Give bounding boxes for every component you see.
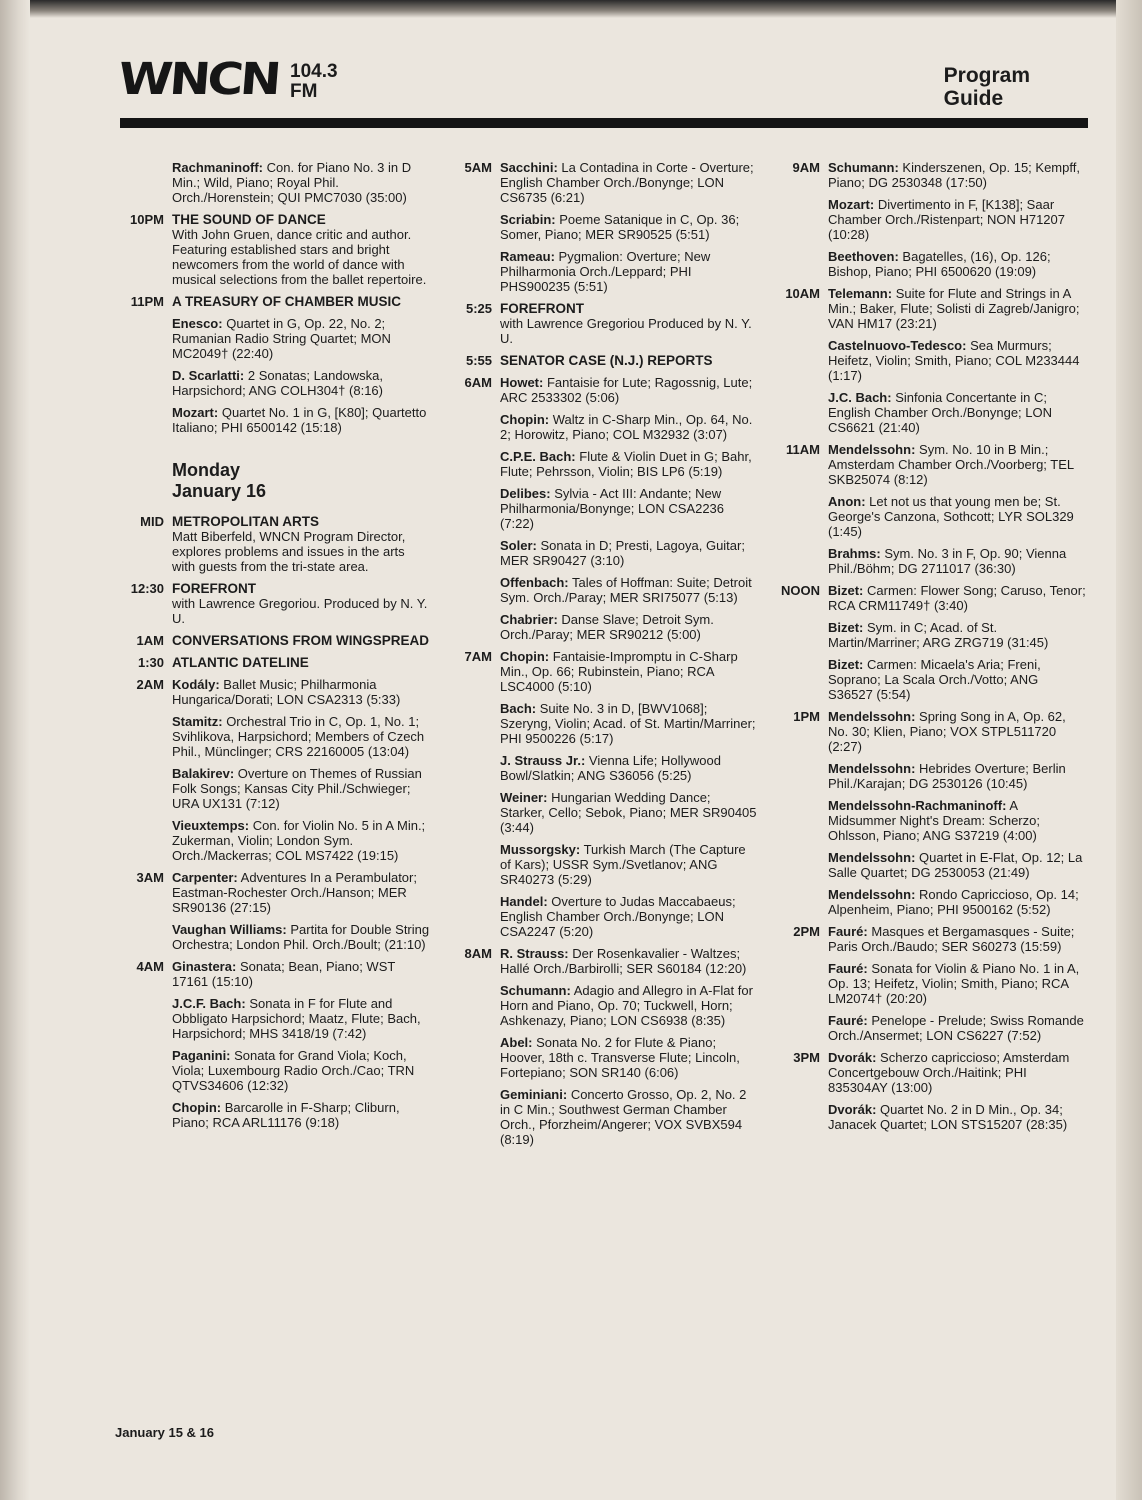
music-listing (500, 612, 758, 642)
slot-time: 11PM (130, 294, 164, 309)
time-slot (436, 375, 758, 649)
composer-name: Handel: (500, 894, 548, 909)
work-details: Hungarian Wedding Dance; Starker, Cello; Sebok, Piano; MER SR90405 (3:44) (500, 790, 757, 835)
time-slot (436, 353, 758, 375)
time-slot (764, 924, 1086, 1050)
work-details: Partita for Double String Orchestra; London Phil. Orch./Boult; (21:10) (172, 922, 430, 952)
music-listing (828, 442, 1086, 487)
work-details: Rondo Capriccioso, Op. 14; Alpenheim, Piano; PHI 9500162 (5:52) (828, 887, 1079, 917)
slot-time: 1:30 (137, 655, 164, 670)
day-heading-weekday: Monday (172, 460, 241, 480)
time-slot (108, 212, 430, 294)
composer-name: Castelnuovo-Tedesco: (828, 338, 967, 353)
program-show (172, 514, 430, 574)
work-details: Adagio and Allegro in A-Flat for Horn and Piano, Op. 70; Tuckwell, Horn; Ashkenazy, Piano; LON CS6938 (8:35) (500, 983, 753, 1028)
composer-name: Delibes: (500, 486, 551, 501)
music-listing (172, 870, 430, 915)
music-listing (500, 894, 758, 939)
music-listing (828, 494, 1086, 539)
slot-time: 2AM (136, 677, 164, 692)
time-slot (108, 160, 430, 212)
composer-name: Enesco: (172, 316, 223, 331)
music-listing (828, 338, 1086, 383)
slot-time: 8AM (464, 946, 492, 961)
composer-name: Fauré: (828, 961, 868, 976)
slot-listings (500, 946, 758, 1154)
work-details: 2 Sonatas; Landowska, Harpsichord; ANG COLH304† (8:16) (172, 368, 384, 398)
work-details: Fantaisie-Impromptu in C-Sharp Min., Op. 66; Rubinstein, Piano; RCA LSC4000 (5:10) (500, 649, 738, 694)
program-description: With John Gruen, dance critic and author. Featuring established stars and bright newcomers from the world of dance with musical selections from the ballet repertoire. (172, 227, 427, 287)
masthead-rule (120, 118, 1088, 128)
composer-name: Soler: (500, 538, 537, 553)
work-details: Sonata for Violin & Piano No. 1 in A, Op. 13; Heifetz, Violin; Smith, Piano; RCA LM2074† (20:20) (828, 961, 1080, 1006)
music-listing (172, 996, 430, 1041)
time-slot (436, 160, 758, 301)
time-slot (108, 633, 430, 655)
music-listing (172, 160, 430, 205)
music-listing (828, 657, 1086, 702)
slot-listings (172, 212, 430, 294)
work-details: Quartet No. 1 in G, [K80]; Quartetto Italiano; PHI 6500142 (15:18) (172, 405, 427, 435)
composer-name: Offenbach: (500, 575, 569, 590)
work-details: Kinderszenen, Op. 15; Kempff, Piano; DG 2530348 (17:50) (828, 160, 1080, 190)
slot-listings (500, 301, 758, 353)
music-listing (500, 753, 758, 783)
work-details: Fantaisie for Lute; Ragossnig, Lute; ARC 2533302 (5:06) (500, 375, 753, 405)
slot-time: 7AM (464, 649, 492, 664)
composer-name: Chabrier: (500, 612, 558, 627)
music-listing (500, 842, 758, 887)
composer-name: Chopin: (500, 412, 550, 427)
composer-name: J. Strauss Jr.: (500, 753, 586, 768)
music-listing (828, 961, 1086, 1006)
music-listing (172, 405, 430, 435)
composer-name: Kodály: (172, 677, 220, 692)
program-show (172, 294, 430, 309)
day-heading-date: January 16 (172, 481, 267, 501)
slot-time: 5:55 (465, 353, 492, 368)
music-listing (172, 818, 430, 863)
slot-listings (500, 160, 758, 301)
music-listing (828, 286, 1086, 331)
music-listing (500, 1087, 758, 1147)
work-details: A Midsummer Night's Dream: Scherzo; Ohlsson, Piano; ANG S37219 (4:00) (828, 798, 1040, 843)
music-listing (828, 924, 1086, 954)
work-details: Sonata No. 2 for Flute & Piano; Hoover, 18th c. Transverse Flute; Lincoln, Fortepiano; SON SR140 (6:06) (500, 1035, 740, 1080)
work-details: Suite No. 3 in D, [BWV1068]; Szeryng, Violin; Acad. of St. Martin/Marriner; PHI 9500226 (5:17) (500, 701, 756, 746)
work-details: Concerto Grosso, Op. 2, No. 2 in C Min.; Southwest German Chamber Orch., Pforzheim/Angerer; VOX SVBX594 (8:19) (500, 1087, 747, 1147)
music-listing (500, 449, 758, 479)
music-listing (500, 249, 758, 294)
slot-time: 3PM (793, 1050, 820, 1065)
work-details: Waltz in C-Sharp Min., Op. 64, No. 2; Horowitz, Piano; COL M32932 (3:07) (500, 412, 753, 442)
work-details: Sonata in F for Flute and Obbligato Harpsichord; Maatz, Flute; Bach, Harpsichord; MHS 3418/19 (7:42) (172, 996, 421, 1041)
slot-listings (172, 514, 430, 581)
work-details: Carmen: Micaela's Aria; Freni, Soprano; La Scala Orch./Votto; ANG S36527 (5:54) (828, 657, 1041, 702)
music-listing (828, 249, 1086, 279)
composer-name: Carpenter: (172, 870, 238, 885)
page-top-edge (0, 0, 1142, 18)
composer-name: Beethoven: (828, 249, 899, 264)
program-show (500, 301, 758, 346)
music-listing (500, 412, 758, 442)
music-listing (828, 761, 1086, 791)
music-listing (500, 983, 758, 1028)
work-details: Penelope - Prelude; Swiss Romande Orch./Ansermet; LON CS6227 (7:52) (828, 1013, 1084, 1043)
composer-name: Dvorák: (828, 1102, 877, 1117)
page-binding-shadow (0, 0, 30, 1500)
slot-listings (828, 709, 1086, 924)
music-listing (172, 766, 430, 811)
music-listing (500, 212, 758, 242)
work-details: Sea Murmurs; Heifetz, Violin; Smith, Piano; COL M233444 (1:17) (828, 338, 1080, 383)
music-listing (500, 538, 758, 568)
composer-name: Mozart: (172, 405, 219, 420)
frequency-band: FM (290, 81, 318, 102)
slot-listings (828, 1050, 1086, 1139)
slot-time: 11AM (786, 442, 820, 457)
slot-listings (172, 870, 430, 959)
composer-name: Mendelssohn: (828, 442, 916, 457)
slot-time: 12:30 (130, 581, 164, 596)
slot-time: 9AM (792, 160, 820, 175)
music-listing (500, 160, 758, 205)
music-listing (828, 1050, 1086, 1095)
slot-time: 10PM (130, 212, 164, 227)
composer-name: Mendelssohn: (828, 887, 916, 902)
slot-listings (500, 375, 758, 649)
work-details: Barcarolle in F-Sharp; Cliburn, Piano; RCA ARL11176 (9:18) (172, 1100, 400, 1130)
composer-name: Mendelssohn: (828, 709, 916, 724)
work-details: Adventures In a Perambulator; Eastman-Rochester Orch./Hanson; MER SR90136 (27:15) (172, 870, 417, 915)
composer-name: J.C. Bach: (828, 390, 892, 405)
composer-name: Geminiani: (500, 1087, 568, 1102)
slot-listings (828, 160, 1086, 286)
music-listing (828, 197, 1086, 242)
work-details: Scherzo capriccioso; Amsterdam Concertgebouw Orch./Haitink; PHI 835304AY (13:00) (828, 1050, 1070, 1095)
work-details: Con. for Violin No. 5 in A Min.; Zukerman, Violin; London Sym. Orch./Mackerras; COL MS7422 (19:15) (172, 818, 426, 863)
composer-name: Chopin: (500, 649, 550, 664)
composer-name: Balakirev: (172, 766, 235, 781)
music-listing (172, 368, 430, 398)
music-listing (500, 1035, 758, 1080)
music-listing (828, 850, 1086, 880)
day-heading (172, 460, 430, 502)
schedule-column-1 (108, 160, 430, 1137)
composer-name: Mendelssohn: (828, 850, 916, 865)
time-slot (764, 583, 1086, 709)
program-title: A TREASURY OF CHAMBER MUSIC (172, 294, 402, 309)
composer-name: Telemann: (828, 286, 893, 301)
program-description: with Lawrence Gregoriou Produced by N. Y. U. (500, 316, 752, 346)
work-details: Tales of Hoffman: Suite; Detroit Sym. Orch./Paray; MER SRI75077 (5:13) (500, 575, 752, 605)
music-listing (828, 620, 1086, 650)
work-details: Let not us that young men be; St. George's Canzona, Sothcott; LYR SOL329 (1:45) (828, 494, 1074, 539)
composer-name: C.P.E. Bach: (500, 449, 576, 464)
composer-name: Sacchini: (500, 160, 558, 175)
slot-listings (172, 959, 430, 1137)
composer-name: Ginastera: (172, 959, 237, 974)
composer-name: Mussorgsky: (500, 842, 581, 857)
work-details: Sonata in D; Presti, Lagoya, Guitar; MER SR90427 (3:10) (500, 538, 745, 568)
composer-name: Fauré: (828, 1013, 868, 1028)
slot-time: 1AM (136, 633, 164, 648)
work-details: Bagatelles, (16), Op. 126; Bishop, Piano; PHI 6500620 (19:09) (828, 249, 1051, 279)
slot-listings (172, 294, 430, 442)
composer-name: Bizet: (828, 657, 864, 672)
slot-listings (172, 160, 430, 212)
composer-name: Abel: (500, 1035, 533, 1050)
time-slot (436, 649, 758, 946)
program-title: CONVERSATIONS FROM WINGSPREAD (172, 633, 430, 648)
music-listing (172, 959, 430, 989)
composer-name: Fauré: (828, 924, 868, 939)
composer-name: Dvorák: (828, 1050, 877, 1065)
work-details: Turkish March (The Capture of Kars); USSR Sym./Svetlanov; ANG SR40273 (5:29) (500, 842, 746, 887)
slot-listings (828, 924, 1086, 1050)
time-slot (108, 514, 430, 581)
composer-name: Vieuxtemps: (172, 818, 250, 833)
slot-time: 10AM (785, 286, 820, 301)
composer-name: Brahms: (828, 546, 881, 561)
slot-time: 3AM (136, 870, 164, 885)
time-slot (436, 946, 758, 1154)
composer-name: Mendelssohn: (828, 761, 916, 776)
slot-listings (172, 677, 430, 870)
music-listing (828, 709, 1086, 754)
work-details: Flute & Violin Duet in G; Bahr, Flute; Pehrsson, Violin; BIS LP6 (5:19) (500, 449, 752, 479)
music-listing (172, 1048, 430, 1093)
work-details: Vienna Life; Hollywood Bowl/Slatkin; ANG S36056 (5:25) (500, 753, 721, 783)
composer-name: Paganini: (172, 1048, 231, 1063)
work-details: Der Rosenkavalier - Waltzes; Hallé Orch./Barbirolli; SER S60184 (12:20) (500, 946, 747, 976)
composer-name: Weiner: (500, 790, 548, 805)
music-listing (500, 649, 758, 694)
work-details: Sylvia - Act III: Andante; New Philharmonia/Bonynge; LON CSA2236 (7:22) (500, 486, 725, 531)
schedule-column-3 (764, 160, 1086, 1139)
music-listing (172, 922, 430, 952)
composer-name: Anon: (828, 494, 866, 509)
work-details: Quartet in E-Flat, Op. 12; La Salle Quartet; DG 2530053 (21:49) (828, 850, 1083, 880)
time-slot (764, 442, 1086, 583)
composer-name: Bizet: (828, 620, 864, 635)
slot-listings (500, 353, 758, 375)
work-details: Sym. in C; Acad. of St. Martin/Marriner; ARG ZRG719 (31:45) (828, 620, 1049, 650)
program-show (172, 212, 430, 287)
work-details: Carmen: Flower Song; Caruso, Tenor; RCA CRM11749† (3:40) (828, 583, 1086, 613)
time-slot (108, 294, 430, 442)
program-title: ATLANTIC DATELINE (172, 655, 309, 670)
page-title-line2: Guide (943, 87, 1004, 110)
music-listing (172, 316, 430, 361)
schedule-column-2 (436, 160, 758, 1154)
program-title: FOREFRONT (172, 581, 256, 596)
composer-name: Bizet: (828, 583, 864, 598)
composer-name: D. Scarlatti: (172, 368, 245, 383)
work-details: Poeme Satanique in C, Op. 36; Somer, Piano; MER SR90525 (5:51) (500, 212, 740, 242)
time-slot (108, 959, 430, 1137)
composer-name: Scriabin: (500, 212, 556, 227)
work-details: Con. for Piano No. 3 in D Min.; Wild, Piano; Royal Phil. Orch./Horenstein; QUI PMC7030 (35:00) (172, 160, 412, 205)
work-details: Quartet No. 2 in D Min., Op. 34; Janacek Quartet; LON STS15207 (28:35) (828, 1102, 1068, 1132)
time-slot (108, 677, 430, 870)
music-listing (500, 486, 758, 531)
work-details: La Contadina in Corte - Overture; English Chamber Orch./Bonynge; LON CS6735 (6:21) (500, 160, 754, 205)
slot-time: 5AM (464, 160, 492, 175)
station-frequency (290, 62, 338, 102)
composer-name: Mozart: (828, 197, 875, 212)
music-listing (500, 946, 758, 976)
music-listing (828, 160, 1086, 190)
time-slot (764, 160, 1086, 286)
time-slot (436, 301, 758, 353)
program-description: Matt Biberfeld, WNCN Program Director, explores problems and issues in the arts with guests from the tri-state area. (172, 529, 406, 574)
composer-name: Bach: (500, 701, 537, 716)
work-details: Pygmalion: Overture; New Philharmonia Orch./Leppard; PHI PHS900235 (5:51) (500, 249, 711, 294)
music-listing (500, 701, 758, 746)
program-show (172, 655, 430, 670)
page-title-line1: Program (943, 64, 1030, 87)
composer-name: Mendelssohn-Rachmaninoff: (828, 798, 1007, 813)
composer-name: Stamitz: (172, 714, 223, 729)
work-details: Orchestral Trio in C, Op. 1, No. 1; Svihlikova, Harpsichord; Members of Czech Phil., Münclinger; CRS 22160005 (13:04) (172, 714, 425, 759)
program-show (172, 633, 430, 648)
program-title: SENATOR CASE (N.J.) REPORTS (500, 353, 713, 368)
composer-name: R. Strauss: (500, 946, 569, 961)
work-details: Overture on Themes of Russian Folk Songs; Kansas City Phil./Schwieger; URA UX131 (7:12) (172, 766, 422, 811)
slot-listings (172, 655, 430, 677)
work-details: Sonata; Bean, Piano; WST 17161 (15:10) (172, 959, 396, 989)
frequency-number: 104.3 (290, 61, 338, 82)
program-title: THE SOUND OF DANCE (172, 212, 326, 227)
composer-name: Howet: (500, 375, 544, 390)
slot-listings (172, 633, 430, 655)
composer-name: J.C.F. Bach: (172, 996, 246, 1011)
work-details: Divertimento in F, [K138]; Saar Chamber Orch./Ristenpart; NON H71207 (10:28) (828, 197, 1065, 242)
music-listing (828, 798, 1086, 843)
work-details: Sym. No. 3 in F, Op. 90; Vienna Phil./Böhm; DG 2711017 (36:30) (828, 546, 1067, 576)
program-title: FOREFRONT (500, 301, 584, 316)
time-slot (108, 581, 430, 633)
composer-name: Rameau: (500, 249, 555, 264)
work-details: Masques et Bergamasques - Suite; Paris Orch./Baudo; SER S60273 (15:59) (828, 924, 1075, 954)
work-details: Sonata for Grand Viola; Koch, Viola; Luxembourg Radio Orch./Cao; TRN QTVS34606 (12:32) (172, 1048, 415, 1093)
composer-name: Schumann: (500, 983, 571, 998)
work-details: Overture to Judas Maccabaeus; English Chamber Orch./Bonynge; LON CSA2247 (5:20) (500, 894, 736, 939)
time-slot (764, 1050, 1086, 1139)
slot-listings (828, 286, 1086, 442)
music-listing (172, 1100, 430, 1130)
work-details: Suite for Flute and Strings in A Min.; Baker, Flute; Solisti di Zagreb/Janigro; VAN HM17 (23:21) (828, 286, 1080, 331)
page-right-edge (1116, 0, 1142, 1500)
time-slot (764, 286, 1086, 442)
page-footer-date: January 15 & 16 (115, 1425, 215, 1440)
slot-time: 6AM (464, 375, 492, 390)
work-details: Quartet in G, Op. 22, No. 2; Rumanian Radio String Quartet; MON MC2049† (22:40) (172, 316, 391, 361)
slot-time: 1PM (793, 709, 820, 724)
work-details: Ballet Music; Philharmonia Hungarica/Dorati; LON CSA2313 (5:33) (172, 677, 401, 707)
work-details: Spring Song in A, Op. 62, No. 30; Klien, Piano; VOX STPL511720 (2:27) (828, 709, 1066, 754)
page-title (944, 64, 1030, 110)
slot-listings (828, 442, 1086, 583)
station-logo: WNCN (116, 54, 281, 105)
music-listing (828, 1013, 1086, 1043)
music-listing (500, 375, 758, 405)
work-details: Hebrides Overture; Berlin Phil./Karajan; DG 2530126 (10:45) (828, 761, 1066, 791)
time-slot (108, 655, 430, 677)
composer-name: Schumann: (828, 160, 899, 175)
music-listing (828, 583, 1086, 613)
program-description: with Lawrence Gregoriou. Produced by N. Y. U. (172, 596, 428, 626)
work-details: Danse Slave; Detroit Sym. Orch./Paray; MER SR90212 (5:00) (500, 612, 714, 642)
slot-time: 2PM (793, 924, 820, 939)
slot-time (108, 160, 172, 212)
music-listing (828, 546, 1086, 576)
slot-listings (500, 649, 758, 946)
work-details: Sinfonia Concertante in C; English Chamber Orch./Bonynge; LON CS6621 (21:40) (828, 390, 1052, 435)
music-listing (828, 1102, 1086, 1132)
program-show (172, 581, 430, 626)
time-slot (764, 709, 1086, 924)
music-listing (172, 714, 430, 759)
program-show (500, 353, 758, 368)
composer-name: Rachmaninoff: (172, 160, 263, 175)
slot-time: NOON (781, 583, 820, 598)
work-details: Sym. No. 10 in B Min.; Amsterdam Chamber Orch./Voorberg; TEL SKB25074 (8:12) (828, 442, 1074, 487)
music-listing (828, 887, 1086, 917)
time-slot (108, 870, 430, 959)
composer-name: Chopin: (172, 1100, 222, 1115)
music-listing (172, 677, 430, 707)
music-listing (500, 575, 758, 605)
slot-listings (172, 581, 430, 633)
slot-listings (828, 583, 1086, 709)
slot-time: 5:25 (465, 301, 492, 316)
slot-time: 4AM (136, 959, 164, 974)
slot-time: MID (140, 514, 164, 529)
composer-name: Vaughan Williams: (172, 922, 287, 937)
program-title: METROPOLITAN ARTS (172, 514, 319, 529)
music-listing (500, 790, 758, 835)
music-listing (828, 390, 1086, 435)
